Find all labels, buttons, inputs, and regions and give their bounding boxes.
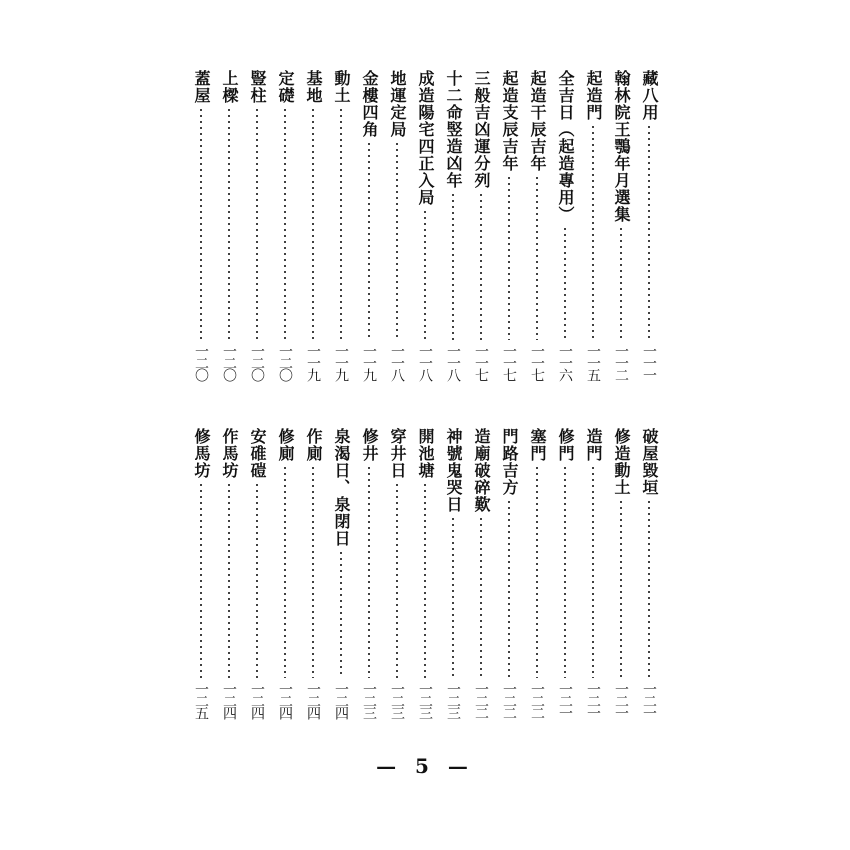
- toc-entry: [498, 428, 520, 718]
- toc-entry-title: 造門: [584, 428, 603, 462]
- toc-entry-title: 動土: [332, 70, 351, 104]
- toc-entry: [190, 70, 212, 380]
- toc-entry-page: 一二三: [445, 682, 461, 718]
- toc-entry-page: 一二一: [613, 682, 629, 718]
- page-number: — 5 —: [376, 754, 474, 778]
- toc-entry-page: 一二二: [529, 682, 545, 718]
- toc-entry: [190, 428, 212, 718]
- toc-entry-title: 全吉日（起造專用）: [556, 70, 575, 223]
- toc-bottom-section: [190, 428, 660, 718]
- toc-entry-page: 一二四: [221, 682, 237, 718]
- toc-entry-page: 一二〇: [277, 344, 293, 380]
- toc-entry-title: 神號鬼哭日: [444, 428, 463, 513]
- dot-leader: [564, 465, 566, 678]
- toc-entry-page: 一一一: [641, 344, 657, 380]
- toc-entry-page: 一一五: [585, 344, 601, 380]
- toc-entry-title: 基地: [304, 70, 323, 104]
- toc-entry-title: 起造支辰吉年: [500, 70, 519, 172]
- dot-leader: [312, 465, 314, 678]
- toc-entry-title: 上樑: [220, 70, 239, 104]
- toc-entry: [610, 70, 632, 380]
- toc-entry-page: 一一八: [445, 344, 461, 380]
- toc-entry-title: 藏八用: [640, 70, 659, 121]
- dot-leader: [396, 141, 398, 340]
- toc-entry-title: 作馬坊: [220, 428, 239, 479]
- toc-entry-title: 塞門: [528, 428, 547, 462]
- toc-entry: [470, 70, 492, 380]
- toc-entry-page: 一一八: [417, 344, 433, 380]
- toc-entry-page: 一二一: [585, 682, 601, 718]
- toc-entry: [610, 428, 632, 718]
- toc-entry-page: 一一七: [473, 344, 489, 380]
- toc-entry-page: 一一二: [613, 344, 629, 380]
- toc-entry-page: 一二四: [333, 682, 349, 718]
- dot-leader: [508, 175, 510, 340]
- toc-entry: [386, 428, 408, 718]
- toc-entry: [218, 428, 240, 718]
- toc-entry-title: 十二命竪造凶年: [444, 70, 463, 189]
- toc-entry-title: 起造干辰吉年: [528, 70, 547, 172]
- dot-leader: [340, 550, 342, 678]
- dot-leader: [424, 209, 426, 340]
- dot-leader: [368, 465, 370, 678]
- toc-entry: [218, 70, 240, 380]
- toc-entry-title: 安碓磑: [248, 428, 267, 479]
- toc-entry: [526, 70, 548, 380]
- toc-entry-page: 一二一: [557, 682, 573, 718]
- toc-entry: [330, 428, 352, 718]
- toc-entry-page: 一一八: [389, 344, 405, 380]
- toc-entry-page: 一一九: [305, 344, 321, 380]
- dot-leader: [620, 499, 622, 678]
- toc-entry-page: 一二三: [389, 682, 405, 718]
- toc-entry: [638, 428, 660, 718]
- toc-entry: [470, 428, 492, 718]
- toc-entry-page: 一二〇: [193, 344, 209, 380]
- toc-entry: [554, 70, 576, 380]
- dot-leader: [480, 516, 482, 678]
- toc-entry-title: 泉渴日、泉閉日: [332, 428, 351, 547]
- toc-entry-page: 一一九: [333, 344, 349, 380]
- toc-entry: [582, 428, 604, 718]
- toc-entry-title: 修門: [556, 428, 575, 462]
- toc-entry: [582, 70, 604, 380]
- toc-entry-page: 一二二: [473, 682, 489, 718]
- toc-entry-title: 修馬坊: [192, 428, 211, 479]
- toc-entry-page: 一二三: [361, 682, 377, 718]
- dot-leader: [564, 226, 566, 340]
- toc-entry: [442, 428, 464, 718]
- dot-leader: [620, 226, 622, 340]
- toc-entry-title: 作廁: [304, 428, 323, 462]
- dot-leader: [200, 107, 202, 340]
- dot-leader: [200, 482, 202, 678]
- toc-entry: [442, 70, 464, 380]
- toc-entry-page: 一二一: [641, 682, 657, 718]
- toc-entry: [638, 70, 660, 380]
- toc-entry-page: 一二〇: [221, 344, 237, 380]
- toc-entry-page: 一一七: [529, 344, 545, 380]
- toc-entry-title: 門路吉方: [500, 428, 519, 496]
- toc-entry-page: 一一六: [557, 344, 573, 380]
- toc-entry: [414, 428, 436, 718]
- toc-entry-title: 蓋屋: [192, 70, 211, 104]
- toc-top-section: [190, 70, 660, 380]
- dot-leader: [480, 192, 482, 340]
- toc-entry-title: 豎柱: [248, 70, 267, 104]
- toc-entry-page: 一二四: [249, 682, 265, 718]
- toc-entry-page: 一二二: [501, 682, 517, 718]
- toc-entry-page: 一一七: [501, 344, 517, 380]
- dot-leader: [312, 107, 314, 340]
- toc-entry: [302, 428, 324, 718]
- toc-entry-page: 一二〇: [249, 344, 265, 380]
- toc-entry-title: 開池塘: [416, 428, 435, 479]
- dot-leader: [648, 124, 650, 340]
- toc-entry-title: 定礎: [276, 70, 295, 104]
- toc-entry-title: 穿井日: [388, 428, 407, 479]
- toc-entry-title: 修造動土: [612, 428, 631, 496]
- dot-leader: [284, 107, 286, 340]
- toc-entry-page: 一二四: [277, 682, 293, 718]
- dot-leader: [228, 107, 230, 340]
- toc-entry-title: 修廁: [276, 428, 295, 462]
- toc-entry: [414, 70, 436, 380]
- toc-entry-title: 修井: [360, 428, 379, 462]
- toc-entry-page: 一二五: [193, 682, 209, 718]
- dot-leader: [340, 107, 342, 340]
- toc-entry: [358, 70, 380, 380]
- toc-entry-title: 成造陽宅四正入局: [416, 70, 435, 206]
- dot-leader: [536, 465, 538, 678]
- dot-leader: [368, 141, 370, 340]
- toc-entry-title: 造廟破碎歎: [472, 428, 491, 513]
- toc-entry: [330, 70, 352, 380]
- dot-leader: [592, 124, 594, 340]
- toc-entry-title: 破屋毀垣: [640, 428, 659, 496]
- dot-leader: [536, 175, 538, 340]
- dot-leader: [424, 482, 426, 678]
- dot-leader: [228, 482, 230, 678]
- toc-entry: [246, 70, 268, 380]
- toc-entry-title: 翰林院王鶚年月選集: [612, 70, 631, 223]
- toc-entry: [302, 70, 324, 380]
- toc-entry: [274, 70, 296, 380]
- toc-entry-title: 地運定局: [388, 70, 407, 138]
- dot-leader: [508, 499, 510, 678]
- toc-entry: [246, 428, 268, 718]
- toc-entry-page: 一二四: [305, 682, 321, 718]
- toc-entry: [526, 428, 548, 718]
- toc-entry-title: 三般吉凶運分列: [472, 70, 491, 189]
- dot-leader: [592, 465, 594, 678]
- toc-entry-page: 一二三: [417, 682, 433, 718]
- dot-leader: [256, 107, 258, 340]
- toc-entry-page: 一一九: [361, 344, 377, 380]
- dot-leader: [284, 465, 286, 678]
- toc-entry-title: 起造門: [584, 70, 603, 121]
- dot-leader: [256, 482, 258, 678]
- toc-entry: [554, 428, 576, 718]
- toc-entry: [358, 428, 380, 718]
- dot-leader: [452, 192, 454, 340]
- dot-leader: [648, 499, 650, 678]
- toc-entry: [274, 428, 296, 718]
- dot-leader: [452, 516, 454, 678]
- toc-entry-title: 金樓四角: [360, 70, 379, 138]
- dot-leader: [396, 482, 398, 678]
- toc-entry: [498, 70, 520, 380]
- toc-entry: [386, 70, 408, 380]
